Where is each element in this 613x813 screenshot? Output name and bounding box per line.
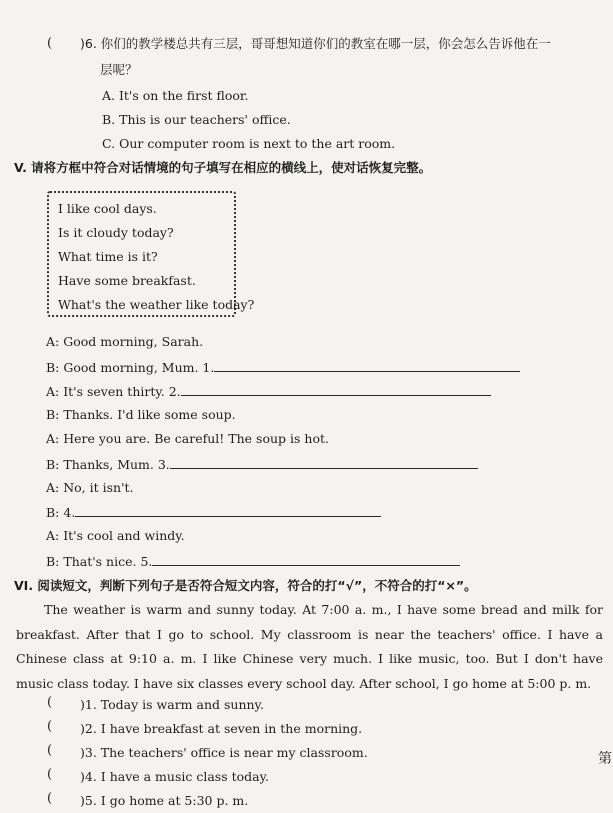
dialogue-line-blank-3 xyxy=(46,456,478,473)
statement-1: )1. Today is warm and sunny. xyxy=(80,697,264,712)
section6-heading: VI. 阅读短文，判断下列句子是否符合短文内容，符合的打“√”，不符合的打“×”。 xyxy=(14,578,477,593)
statement-2: )2. I have breakfast at seven in the morning. xyxy=(80,721,363,736)
box-item: Is it cloudy today? xyxy=(58,225,174,240)
dialogue-text: B: Thanks, Mum. 3. xyxy=(46,457,170,472)
statement-5-paren[interactable]: ( xyxy=(47,791,53,806)
statement-3: )3. The teachers' office is near my classroom. xyxy=(80,745,368,760)
dialogue-line: A: Good morning, Sarah. xyxy=(46,334,204,349)
box-item: What time is it? xyxy=(58,249,158,264)
statement-2-paren[interactable]: ( xyxy=(47,719,53,734)
answer-blank-2[interactable] xyxy=(181,383,491,396)
statement-4: )4. I have a music class today. xyxy=(80,769,269,784)
dialogue-line-blank-1 xyxy=(46,359,520,376)
edge-mark: 第 xyxy=(598,751,612,767)
reading-passage: The weather is warm and sunny today. At 7:00 a. m., I have some bread and milk for breakfast. After that I go to school. My classroom is near the teachers' office. I have a Chinese class at 9:10 a. m. I like Chinese very much. I like music, too. But I don't have music class today. I have six classes every school day. After school, I go home at 5:00 p. m. xyxy=(16,602,603,691)
dialogue-line-blank-2 xyxy=(46,383,491,400)
q6-stem-line1: )6. 你们的教学楼总共有三层，哥哥想知道你们的教室在哪一层，你会怎么告诉他在一 xyxy=(80,36,551,51)
dialogue-line: A: Here you are. Be careful! The soup is hot. xyxy=(46,431,329,446)
q6-option-c: C. Our computer room is next to the art room. xyxy=(102,136,396,151)
dialogue-text: B: That's nice. 5. xyxy=(46,554,153,569)
dialogue-line: A: It's cool and windy. xyxy=(46,528,185,543)
box-item: I like cool days. xyxy=(58,201,157,216)
sentence-box xyxy=(47,191,255,317)
dialogue-line: B: Thanks. I'd like some soup. xyxy=(46,407,236,422)
answer-blank-4[interactable] xyxy=(75,504,381,517)
dialogue-line-blank-4 xyxy=(46,504,381,521)
q6-stem-line2: 层呢？ xyxy=(100,62,138,77)
statement-1-paren[interactable]: ( xyxy=(47,695,53,710)
box-item: Have some breakfast. xyxy=(58,273,196,288)
statement-3-paren[interactable]: ( xyxy=(47,743,53,758)
q6-option-b: B. This is our teachers' office. xyxy=(102,112,291,127)
statement-4-paren[interactable]: ( xyxy=(47,767,53,782)
answer-blank-5[interactable] xyxy=(152,553,460,566)
dialogue-line-blank-5 xyxy=(46,553,460,570)
dialogue-text: B: 4. xyxy=(46,505,76,520)
box-item: What's the weather like today? xyxy=(58,297,255,312)
dialogue-line: A: No, it isn't. xyxy=(46,480,134,495)
q6-option-a: A. It's on the first floor. xyxy=(102,88,249,103)
answer-blank-1[interactable] xyxy=(214,359,520,372)
q6-answer-paren[interactable]: ( xyxy=(47,36,53,51)
dialogue-text: A: It's seven thirty. 2. xyxy=(46,384,181,399)
dialogue-text: B: Good morning, Mum. 1. xyxy=(46,360,215,375)
section5-heading: V. 请将方框中符合对话情境的句子填写在相应的横线上，使对话恢复完整。 xyxy=(14,160,432,175)
statement-5: )5. I go home at 5:30 p. m. xyxy=(80,793,249,808)
answer-blank-3[interactable] xyxy=(170,456,478,469)
